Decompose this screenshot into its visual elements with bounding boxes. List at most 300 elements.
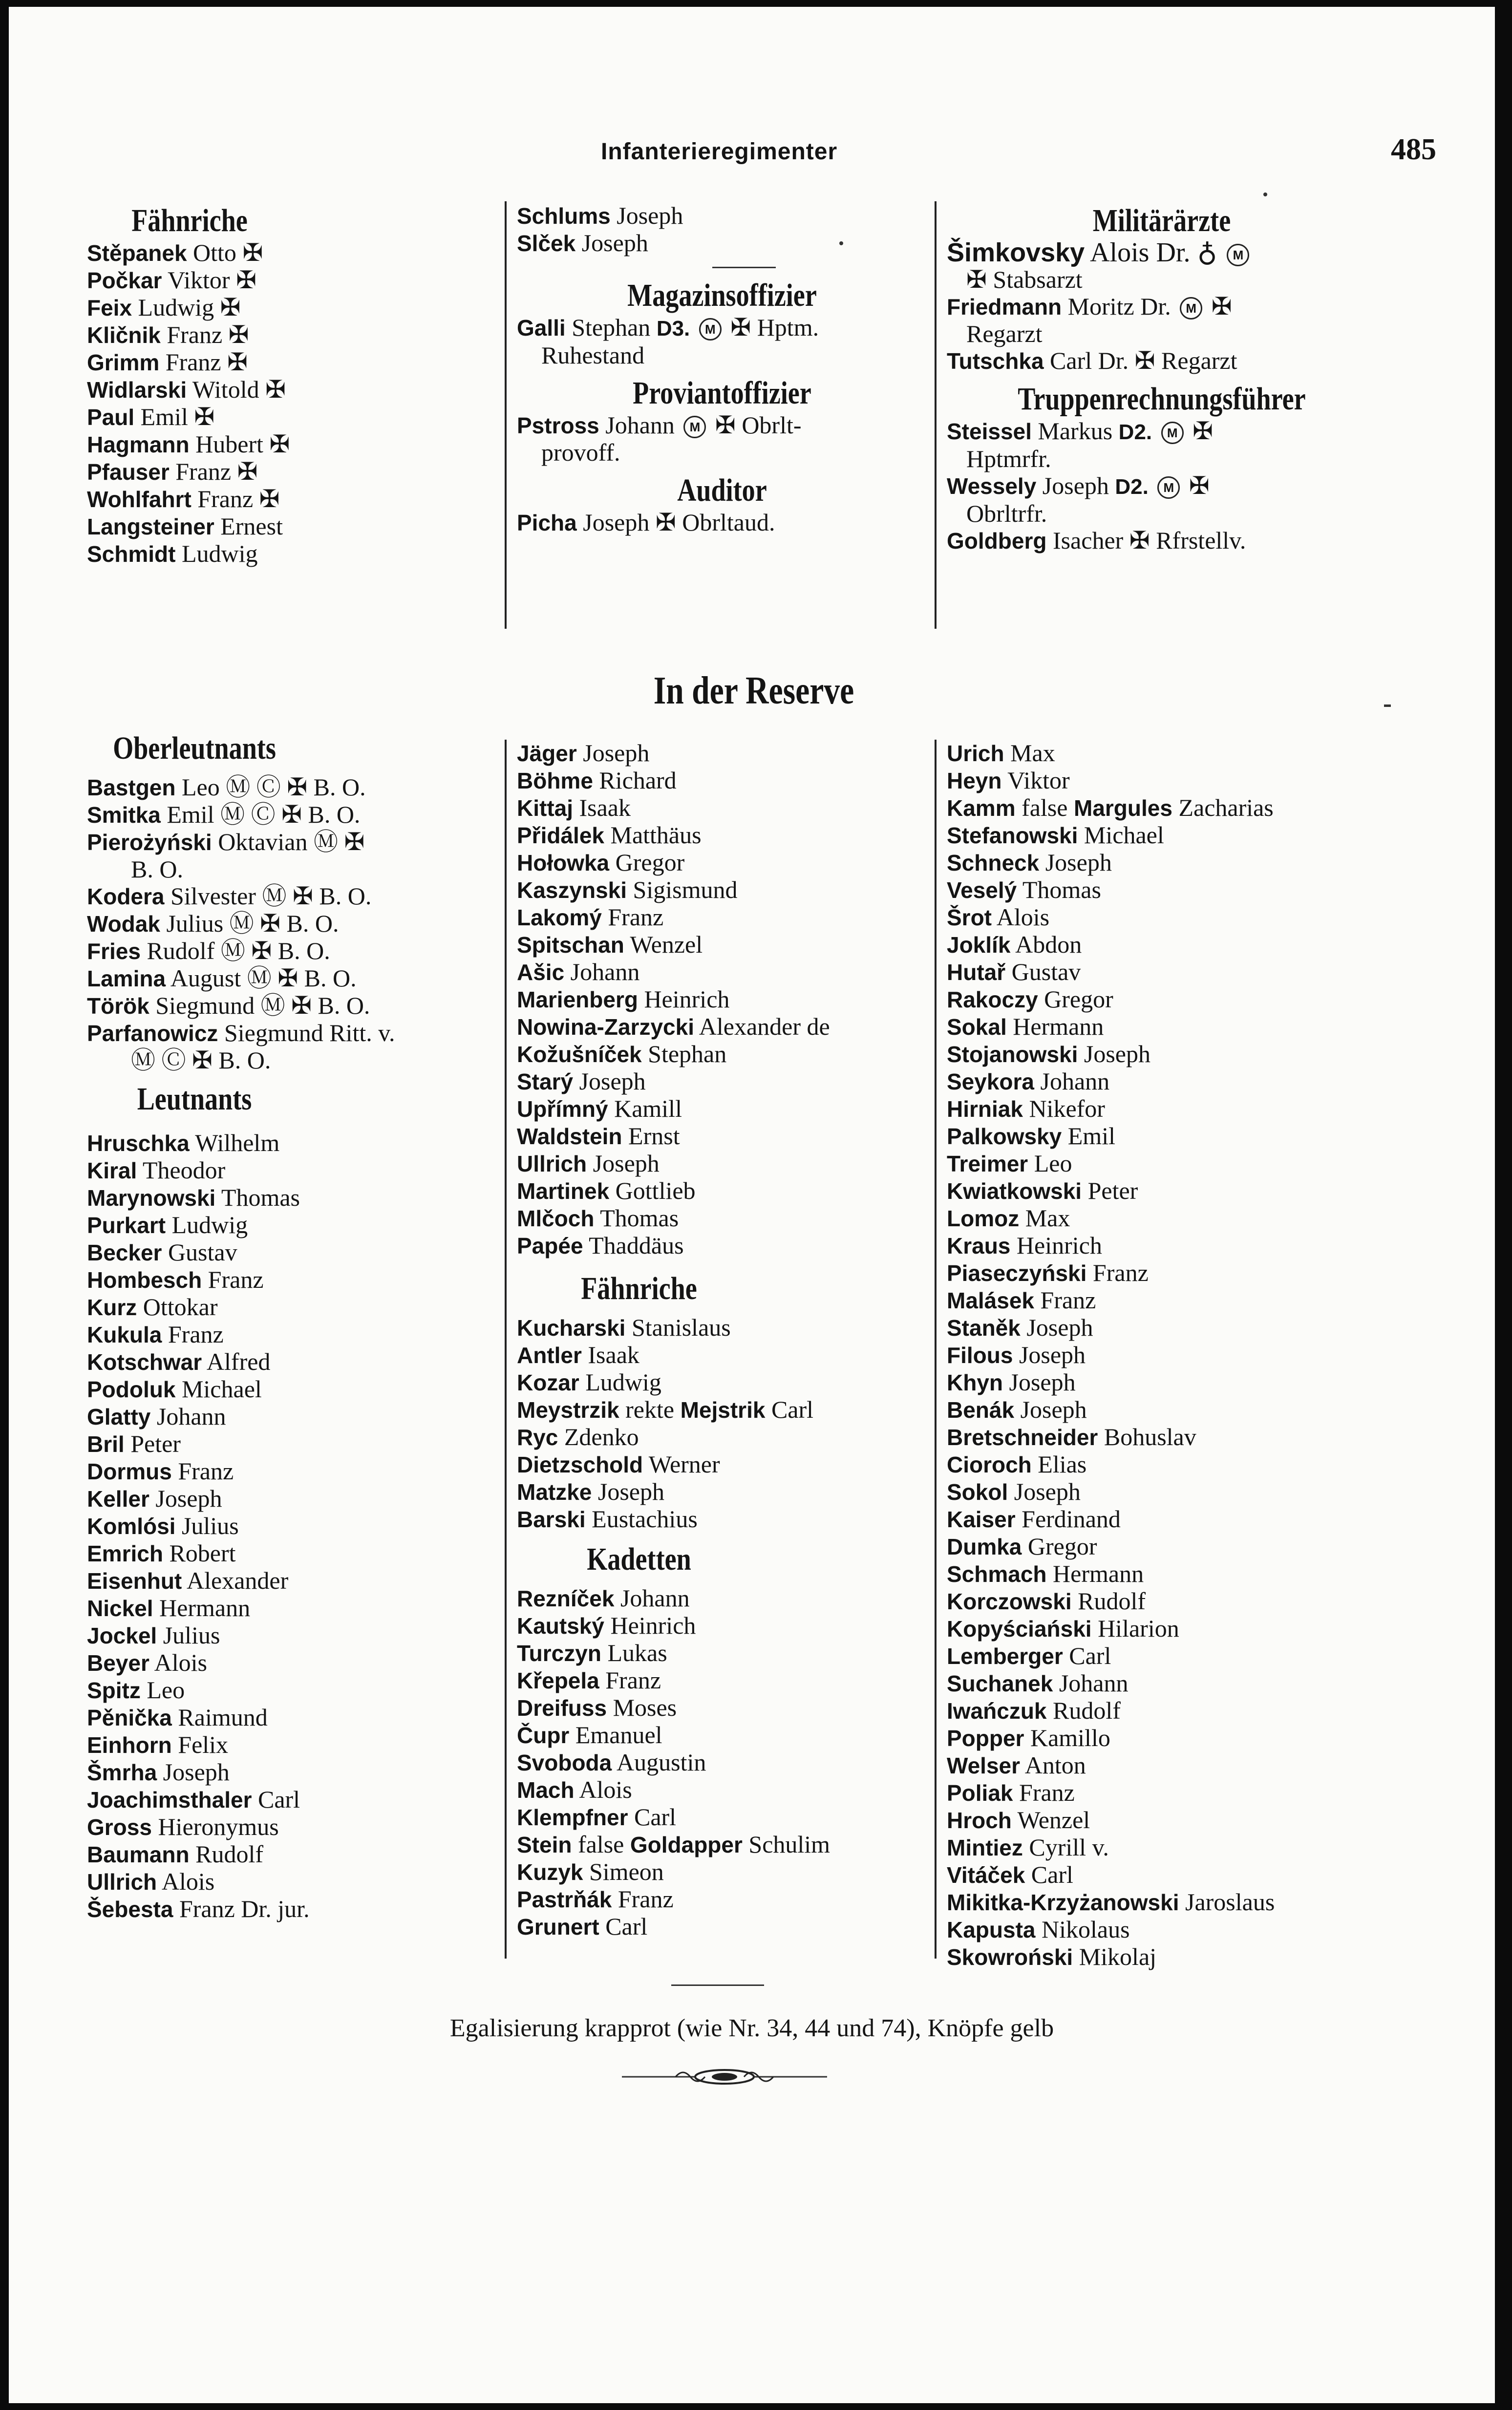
- entry-continuation: [947, 266, 1377, 293]
- entry-last-name: Eisenhut: [87, 1568, 182, 1594]
- list-item: [87, 1896, 497, 1923]
- entry-last-name: Wohlfahrt: [87, 487, 192, 512]
- list-item: [947, 1396, 1377, 1424]
- list-item: [87, 1458, 497, 1485]
- entry-first-name: Witold: [192, 376, 259, 403]
- list-item: [87, 1841, 497, 1868]
- entry-last-name: Glatty: [87, 1404, 151, 1429]
- entry-first-name: Sigismund: [633, 876, 738, 903]
- entry-last-name: Kucharski: [517, 1315, 626, 1341]
- column-rule-right-top: [935, 201, 937, 629]
- entry-last-name: Hołowka: [517, 850, 610, 875]
- entry-last-name: Korczowski: [947, 1589, 1072, 1614]
- entry-last-name: Hombesch: [87, 1267, 202, 1293]
- entry-first-name: Julius: [163, 1621, 220, 1649]
- entry-last-name: Kuzyk: [517, 1859, 583, 1885]
- entry-last-name: Friedmann: [947, 294, 1062, 320]
- entry-last-name: Picha: [517, 510, 577, 535]
- column-rule-right-reserve: [935, 740, 937, 1959]
- list-item: [87, 992, 497, 1020]
- list-item: [947, 1259, 1377, 1287]
- list-item: [517, 1123, 927, 1150]
- footer-note: Egalisierung krapprot (wie Nr. 34, 44 und 74), Knöpfe gelb: [449, 2014, 1054, 2042]
- section-heading-kadetten: Kadetten: [587, 1541, 691, 1577]
- entry-first-name: Gregor: [615, 849, 685, 876]
- short-rule: [712, 267, 776, 268]
- entry-first-name: Wenzel: [1017, 1806, 1090, 1834]
- entry-first-name: Carl: [1031, 1861, 1073, 1888]
- list-item: [947, 1642, 1377, 1670]
- entry-last-name: Kiral: [87, 1158, 137, 1183]
- list-item: [517, 1205, 927, 1232]
- entry-first-name: Joseph: [1009, 1368, 1076, 1396]
- entry-alt-first-name: Schulim: [748, 1831, 831, 1858]
- entry-first-name: Peter: [130, 1430, 181, 1457]
- running-title: Infanterieregimenter: [601, 139, 838, 165]
- list-item: [87, 239, 488, 267]
- entry-first-name: Ludwig: [181, 540, 258, 567]
- entry-first-name: Isaak: [579, 794, 631, 821]
- entry-last-name: Waldstein: [517, 1124, 622, 1149]
- entry-last-name: Stein: [517, 1832, 572, 1857]
- entry-last-name: Skowroński: [947, 1944, 1073, 1970]
- entry-first-name: Abdon: [1015, 931, 1082, 958]
- list-item: [947, 1752, 1377, 1779]
- entry-decorations: Ⓜ ✠ B. O.: [229, 910, 339, 937]
- entry-first-name: Hermann: [159, 1594, 251, 1621]
- entry-first-name: Siegmund: [224, 1019, 323, 1046]
- list-item: [517, 1804, 927, 1831]
- entry-last-name: Kaiser: [947, 1507, 1016, 1532]
- list-item: [947, 822, 1377, 849]
- list-item: [947, 1424, 1377, 1451]
- entry-first-name: Johann: [605, 411, 675, 439]
- entry-first-name: Hermann: [1053, 1560, 1144, 1587]
- section-heading-faehnriche-reserve: Fähnriche: [581, 1271, 697, 1306]
- entry-last-name: Antler: [517, 1343, 582, 1368]
- list-item: [517, 1424, 927, 1451]
- entry-first-name: Alois: [996, 903, 1050, 931]
- entry-first-name: Markus: [1038, 417, 1113, 445]
- entry-first-name: Ludwig: [171, 1211, 248, 1238]
- entry-first-name: false: [1022, 794, 1068, 821]
- cross-decoration-icon: ✠: [242, 239, 263, 266]
- entry-decorations: Ⓜ ✠ B. O.: [262, 882, 372, 910]
- list-item: [87, 1403, 497, 1430]
- entry-first-name: Franz: [608, 903, 664, 931]
- entry-last-name: Becker: [87, 1240, 162, 1265]
- entry-last-name: Schlums: [517, 203, 611, 229]
- entry-first-name: Rudolf: [147, 937, 215, 964]
- entry-first-name: Ludwig: [138, 294, 214, 321]
- entry-mark: D2.: [1115, 475, 1149, 499]
- list-item: [87, 1759, 497, 1786]
- entry-alt-last-name: Mejstrik: [680, 1397, 766, 1423]
- entry-first-name: Thaddäus: [589, 1232, 684, 1259]
- entry-continuation: B. O.: [131, 855, 183, 883]
- entry-first-name: Augustin: [617, 1749, 706, 1776]
- entry-last-name: Kaszynski: [517, 877, 627, 903]
- entry-first-name: Emil: [167, 801, 214, 828]
- entry-decorations: Ritt. v.: [329, 1019, 395, 1046]
- entry-last-name: Kraus: [947, 1233, 1011, 1258]
- list-item: [947, 740, 1377, 767]
- list-item: [87, 349, 488, 376]
- section-heading-proviantoffizier: Proviantoffizier: [633, 375, 811, 411]
- entry-first-name: Bohuslav: [1104, 1423, 1196, 1450]
- list-item: [947, 1670, 1377, 1697]
- entry-last-name: Smitka: [87, 802, 161, 828]
- list-item: [517, 1749, 927, 1776]
- entry-first-name: Thomas: [600, 1204, 679, 1232]
- entry-last-name: Pierożyński: [87, 830, 212, 855]
- list-item: [947, 1615, 1377, 1642]
- list-item: [517, 1342, 927, 1369]
- entry-last-name: Marynowski: [87, 1185, 216, 1211]
- entry-last-name: Upřímný: [517, 1096, 608, 1122]
- entry-last-name: Šebesta: [87, 1897, 173, 1922]
- entry-last-name: Kurz: [87, 1295, 137, 1320]
- entry-first-name: Joseph: [1019, 1341, 1086, 1368]
- entry-first-name: Carl: [1050, 347, 1092, 374]
- entry-last-name: Marienberg: [517, 987, 638, 1012]
- list-item: [87, 486, 488, 513]
- list-item: [87, 774, 497, 801]
- entry-last-name: Kličnik: [87, 322, 161, 348]
- entry-first-name: Joseph: [163, 1758, 230, 1786]
- cross-decoration-icon: ✠: [1193, 417, 1214, 445]
- entry-last-name: Kodera: [87, 884, 165, 909]
- entry-last-name: Hagmann: [87, 432, 190, 457]
- list-item: [947, 1314, 1377, 1342]
- list-item: [87, 1704, 497, 1731]
- entry-last-name: Cioroch: [947, 1452, 1032, 1477]
- reserve-column-middle: [517, 740, 927, 1941]
- list-item: [87, 1595, 497, 1622]
- list-item: [517, 740, 927, 767]
- entry-last-name: Benák: [947, 1397, 1015, 1423]
- entry-last-name: Jockel: [87, 1623, 157, 1648]
- entry-first-name: Simeon: [589, 1858, 664, 1885]
- list-item: [517, 1068, 927, 1095]
- section-heading-leutnants: Leutnants: [137, 1081, 252, 1117]
- entry-last-name: Nowina-Zarzycki: [517, 1014, 694, 1040]
- merit-badge-icon: ♁: [1197, 237, 1217, 268]
- cross-decoration-icon: ✠: [1189, 472, 1210, 499]
- entry-first-name: Joseph: [583, 739, 650, 767]
- entry-first-name: Cyrill v.: [1029, 1834, 1109, 1861]
- entry-first-name: Thomas: [221, 1184, 300, 1211]
- list-item: [87, 513, 488, 540]
- entry-decorations: Ⓜ ✠ B. O.: [260, 992, 370, 1019]
- entry-last-name: Nickel: [87, 1596, 153, 1621]
- entry-rank: Regarzt: [1161, 347, 1237, 374]
- entry-continuation: Obrltrfr.: [966, 500, 1047, 527]
- entry-first-name: Alexander de: [699, 1013, 830, 1040]
- list-item: [517, 1451, 927, 1478]
- entry-last-name: Meystrzik: [517, 1397, 619, 1423]
- section-heading-auditor: Auditor: [677, 472, 767, 508]
- list-item: [87, 1130, 497, 1157]
- entry-first-name: Felix: [178, 1731, 229, 1758]
- entry-last-name: Feix: [87, 295, 132, 320]
- cross-decoration-icon: ✠: [715, 411, 736, 439]
- cross-decoration-icon: ✠: [236, 266, 256, 294]
- reserve-right-list: [947, 740, 1377, 1971]
- list-item: [87, 431, 488, 458]
- list-item: [517, 1776, 927, 1804]
- entry-last-name: Stěpanek: [87, 240, 187, 266]
- entry-last-name: Turczyn: [517, 1641, 601, 1666]
- list-item: [87, 1649, 497, 1677]
- list-item: [87, 1321, 497, 1348]
- list-item: [87, 1622, 497, 1649]
- entry-alt-last-name: Goldapper: [630, 1832, 743, 1857]
- medal-m-icon: M: [1227, 244, 1249, 266]
- entry-first-name: Joseph: [1042, 472, 1109, 499]
- entry-first-name: Ernest: [220, 512, 283, 540]
- entry-first-name: Heinrich: [644, 985, 730, 1013]
- entry-first-name: Moses: [613, 1694, 677, 1721]
- entry-first-name: Anton: [1024, 1751, 1086, 1779]
- entry-first-name: Zdenko: [564, 1423, 639, 1450]
- list-item: [947, 1807, 1377, 1834]
- entry-first-name: Johann: [1059, 1669, 1129, 1697]
- entry-first-name: Mikolaj: [1079, 1943, 1157, 1970]
- entry-decorations: Ⓜ ✠ B. O.: [247, 964, 357, 992]
- entry-first-name: Carl: [634, 1803, 677, 1831]
- list-item: [87, 1184, 497, 1212]
- stray-dot: [1384, 704, 1391, 707]
- entry-first-name: Joseph: [1045, 849, 1112, 876]
- entry-last-name: Komlósi: [87, 1514, 176, 1539]
- list-item: [947, 1779, 1377, 1807]
- list-item: [947, 1533, 1377, 1560]
- list-item: [517, 794, 927, 822]
- entry-first-name: Joseph: [1020, 1396, 1087, 1423]
- entry-last-name: Svoboda: [517, 1750, 612, 1775]
- entry-last-name: Hirniak: [947, 1096, 1023, 1122]
- entry-first-name: Alfred: [206, 1348, 271, 1375]
- list-item: [947, 1697, 1377, 1725]
- list-item: [87, 1485, 497, 1513]
- page-number: 485: [1391, 133, 1436, 166]
- list-item: [947, 1861, 1377, 1889]
- list-item: [947, 1478, 1377, 1506]
- entry-last-name: Papée: [517, 1233, 583, 1258]
- page-header: [9, 131, 1495, 171]
- list-item: [517, 1369, 927, 1396]
- section-heading-magazinsoffizier: Magazinsoffizier: [627, 277, 817, 313]
- list-item: [517, 904, 927, 931]
- entry-last-name: Bretschneider: [947, 1425, 1098, 1450]
- list-item: [87, 404, 488, 431]
- list-item: [87, 1567, 497, 1595]
- document-page: [9, 7, 1495, 2403]
- entry-first-name: Joseph: [1014, 1478, 1081, 1505]
- entry-last-name: Purkart: [87, 1213, 166, 1238]
- list-item: [947, 1123, 1377, 1150]
- entry-last-name: Keller: [87, 1486, 149, 1512]
- entry-last-name: Ryc: [517, 1425, 558, 1450]
- entry-rank: Obrlt-: [742, 411, 802, 439]
- cross-decoration-icon: ✠: [1211, 293, 1232, 320]
- faehnriche-reserve-list: [517, 1314, 927, 1533]
- top-column-faehnriche: [87, 202, 488, 568]
- entry-first-name: August: [170, 964, 241, 992]
- cross-decoration-icon: ✠: [265, 376, 286, 403]
- entry-mark: D3.: [656, 317, 690, 341]
- entry-first-name: Franz: [178, 1457, 234, 1485]
- list-item: [947, 876, 1377, 904]
- entry-first-name: Carl: [257, 1786, 300, 1813]
- entry-alt-first-name: Carl: [771, 1396, 814, 1423]
- entry-first-name: Nikolaus: [1041, 1916, 1130, 1943]
- entry-first-name: Gregor: [1044, 985, 1113, 1013]
- entry-first-name: Alexander: [187, 1567, 289, 1594]
- entry-first-name: Franz: [605, 1666, 661, 1694]
- entry-first-name: Alois: [579, 1776, 632, 1803]
- entry-last-name: Pstross: [517, 413, 599, 438]
- list-item: [87, 1294, 497, 1321]
- list-item: [87, 1348, 497, 1376]
- entry-last-name: Palkowsky: [947, 1124, 1062, 1149]
- entry-last-name: Fries: [87, 938, 141, 964]
- entry-first-name: Johann: [156, 1403, 226, 1430]
- entry-alt-first-name: Zacharias: [1178, 794, 1274, 821]
- entry-last-name: Iwańczuk: [947, 1698, 1047, 1724]
- entry-decorations: Ⓜ Ⓒ ✠ B. O.: [226, 773, 366, 801]
- magazinsoffizier-entry: [517, 314, 927, 369]
- cross-decoration-icon: ✠: [237, 458, 258, 485]
- entry-last-name: Böhme: [517, 768, 593, 793]
- entry-last-name: Poliak: [947, 1780, 1013, 1806]
- list-item: [87, 1239, 497, 1266]
- entry-last-name: Šrot: [947, 905, 992, 930]
- entry-first-name: Joseph: [617, 202, 683, 229]
- stray-dot: [1263, 192, 1267, 196]
- entry-last-name: Emrich: [87, 1541, 163, 1566]
- list-item: [947, 931, 1377, 959]
- list-item: [517, 1913, 927, 1941]
- list-item: [517, 1150, 927, 1177]
- entry-first-name: Franz: [618, 1885, 674, 1913]
- list-item: [87, 1813, 497, 1841]
- entry-first-name: Joseph: [1084, 1040, 1150, 1067]
- entry-continuation: Hptmrfr.: [966, 445, 1051, 472]
- list-item: [517, 1041, 927, 1068]
- entry-first-name: Isacher: [1052, 527, 1124, 554]
- entry-last-name: Hutař: [947, 960, 1006, 985]
- list-item: [517, 1585, 927, 1612]
- entry-last-name: Mintiez: [947, 1835, 1023, 1860]
- list-item: [87, 1540, 497, 1567]
- list-item: [947, 1725, 1377, 1752]
- entry-first-name: Viktor: [168, 266, 230, 294]
- entry-last-name: Ašic: [517, 960, 565, 985]
- list-item: [517, 876, 927, 904]
- entry-first-name: Stephan: [572, 314, 651, 341]
- entry-rank: Rfrstellv.: [1156, 527, 1246, 554]
- entry-last-name: Joachimsthaler: [87, 1787, 252, 1813]
- entry-first-name: Ludwig: [585, 1368, 661, 1396]
- entry-first-name: Joseph: [579, 1067, 646, 1095]
- entry-first-name: Franz: [168, 1321, 224, 1348]
- entry-continuation: Ruhestand: [541, 341, 645, 369]
- list-item: [947, 1560, 1377, 1588]
- list-item: [947, 1834, 1377, 1861]
- entry-last-name: Welser: [947, 1753, 1021, 1778]
- entry-last-name: Čupr: [517, 1723, 570, 1748]
- list-item: [87, 965, 497, 992]
- cross-decoration-icon: ✠: [220, 294, 241, 321]
- fleuron-ornament-icon: [622, 2062, 827, 2091]
- rechnungsfuehrer-entry: [947, 472, 1377, 527]
- entry-first-name: Gustav: [1011, 958, 1081, 985]
- list-item: [517, 202, 927, 230]
- list-item: [947, 1205, 1377, 1232]
- list-item: [87, 376, 488, 404]
- entry-first-name: Gustav: [168, 1238, 237, 1266]
- list-item: [947, 1095, 1377, 1123]
- medal-m-icon: M: [1161, 422, 1184, 444]
- entry-first-name: Joseph: [583, 509, 650, 536]
- medal-m-icon: M: [699, 318, 722, 341]
- entry-first-name: Leo: [1034, 1150, 1072, 1177]
- entry-first-name: Joseph: [581, 229, 648, 256]
- entry-last-name: Spitschan: [517, 932, 624, 958]
- entry-first-name: Franz: [175, 458, 232, 485]
- faehnriche-list: [87, 239, 488, 568]
- militaerarzt-entry: [947, 239, 1377, 293]
- list-item: [517, 1232, 927, 1259]
- entry-decorations: Ⓜ Ⓒ ✠ B. O.: [220, 801, 361, 828]
- entry-first-name: Franz: [1092, 1259, 1149, 1286]
- entry-last-name: Treimer: [947, 1151, 1028, 1176]
- entry-last-name: Veselý: [947, 877, 1017, 903]
- list-item: [947, 1943, 1377, 1971]
- auditor-entry: [517, 509, 927, 536]
- reserve-column-right: [947, 740, 1377, 1971]
- leutnants-list: [87, 1130, 497, 1923]
- cross-decoration-icon: ✠: [259, 485, 280, 512]
- entry-first-name: Thomas: [1022, 876, 1101, 903]
- entry-mark: D2.: [1118, 420, 1152, 444]
- entry-last-name: Kukula: [87, 1322, 162, 1347]
- entry-first-name: Franz: [1019, 1779, 1075, 1806]
- list-item: [87, 829, 497, 883]
- entry-first-name: Lukas: [607, 1639, 667, 1666]
- list-item: [947, 1369, 1377, 1396]
- entry-first-name: Ernst: [628, 1122, 680, 1150]
- entry-first-name: Emil: [140, 403, 188, 430]
- entry-last-name: Schmach: [947, 1561, 1047, 1587]
- list-item: [947, 1177, 1377, 1205]
- entry-continuation: Ⓜ Ⓒ ✠ B. O.: [131, 1046, 271, 1074]
- list-item: [87, 910, 497, 938]
- list-item: [947, 1068, 1377, 1095]
- entry-last-name: Kožušníček: [517, 1042, 642, 1067]
- medal-m-icon: M: [683, 416, 706, 438]
- entry-first-name: Joseph: [593, 1150, 660, 1177]
- entry-title: Dr.: [1098, 347, 1129, 374]
- list-item: [87, 938, 497, 965]
- entry-last-name: Goldberg: [947, 528, 1047, 554]
- list-item: [517, 1640, 927, 1667]
- entry-last-name: Widlarski: [87, 377, 187, 403]
- entry-last-name: Martinek: [517, 1178, 610, 1204]
- entry-first-name: Isaak: [588, 1341, 639, 1368]
